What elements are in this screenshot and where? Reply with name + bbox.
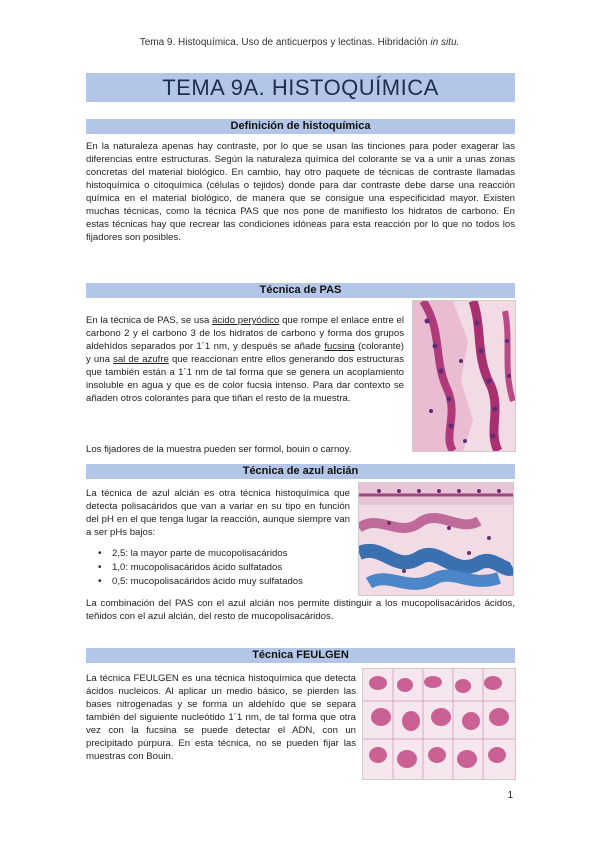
paragraph-definicion: En la naturaleza apenas hay contraste, por lo que se usan las tinciones para poder exagerar las diferencias entre estructuras. Según la naturaleza química del colorante se va a unir a unas zonas concretas del material biológico. En cambio, hay otro paquete de técnicas de contraste llamadas histoquímica o citoquímica (células o tejidos) donde para dar contraste debe darse una reacción química en el material biológico, de manera que se consigue una especificidad mayor. Existen muchas técnicas, como la técnica PAS que nos pone de manifiesto los hidratos de carbono. En estas técnicas hay que recrear las condiciones idóneas para esta reacción por lo que no todos los fijadores son posibles. [86, 141, 515, 243]
running-header [0, 37, 599, 48]
section-heading-feulgen: Técnica FEULGEN [86, 648, 515, 663]
pas-term-acido: ácido peryódico [212, 315, 280, 326]
paragraph-azul-intro: La técnica de azul alcián es otra técnica histoquímica que detecta polisacáridos que van a variar en su tipo en función del pH en el que tenga lugar la reacción, aunque siempre van a ser pHs bajos: [86, 488, 350, 538]
paragraph-pas-fijadores: Los fijadores de la muestra pueden ser formol, bouin o carnoy. [86, 444, 352, 455]
pas-text-4: que reaccionan entre ellos generando dos estructuras que también están a 1´1 nm de tal forma que se genera un acoplamiento insoluble en agua y que es de color fucsia intenso. Para dar contexto se añaden otros colorantes para que tiñan el resto de la muestra. [86, 354, 404, 404]
section-heading-pas: Técnica de PAS [86, 283, 515, 298]
pas-text-1: En la técnica de PAS, se usa [86, 315, 213, 326]
list-item: • 2,5: la mayor parte de mucopolisacáridos [112, 547, 362, 561]
header-italic: in situ. [430, 37, 460, 48]
pas-term-sal: sal de azufre [113, 354, 169, 365]
pas-text-2: que rompe el enlace entre el carbono 2 y el carbono 3 de los hidratos de carbono y forma dos grupos aldehídos separados por 1´1 nm, y después se añade [86, 315, 405, 352]
pas-term-fucsina: fucsina [324, 341, 355, 352]
header-text: Tema 9. Histoquímica. Uso de anticuerpos y lectinas. Hibridación [139, 37, 428, 48]
paragraph-pas [86, 314, 404, 405]
list-item: • 0,5: mucopolisacáridos ácido muy sulfatados [112, 575, 362, 589]
pas-text-3: (colorante) y una [86, 341, 404, 365]
paragraph-feulgen: La técnica FEULGEN es una técnica histoquímica que detecta ácidos nucleicos. Al aplicar un medio básico, se pierden las bases nitrogenadas y se forma un aldehído que se separa también del siguiente nucleótido 1´1 nm, de tal forma que otra vez con la fucsina se puede detectar el ADN, con un precipitado púrpura. En esta técnica, no se pueden fijar las muestras con Bouin. [86, 673, 356, 762]
paragraph-azul-outro: La combinación del PAS con el azul alcián nos permite distinguir a los mucopolisacáridos ácidos, teñidos con el azul alcián, del resto de mucopolisacáridos. [86, 598, 515, 622]
feulgen-micrograph-image [362, 668, 516, 780]
azul-ph-list [92, 547, 362, 589]
list-item: • 1,0: mucopolisacáridos ácido sulfatados [112, 561, 362, 575]
azul-alcian-micrograph-image [358, 482, 514, 596]
page-title-bar [86, 73, 515, 102]
page-number: 1 [507, 790, 513, 801]
section-heading-azul-alcian: Técnica de azul alcián [86, 464, 515, 479]
section-heading-definicion: Definición de histoquímica [86, 119, 515, 134]
pas-micrograph-image [412, 300, 516, 452]
page-title: TEMA 9A. HISTOQUÍMICA [162, 75, 439, 100]
